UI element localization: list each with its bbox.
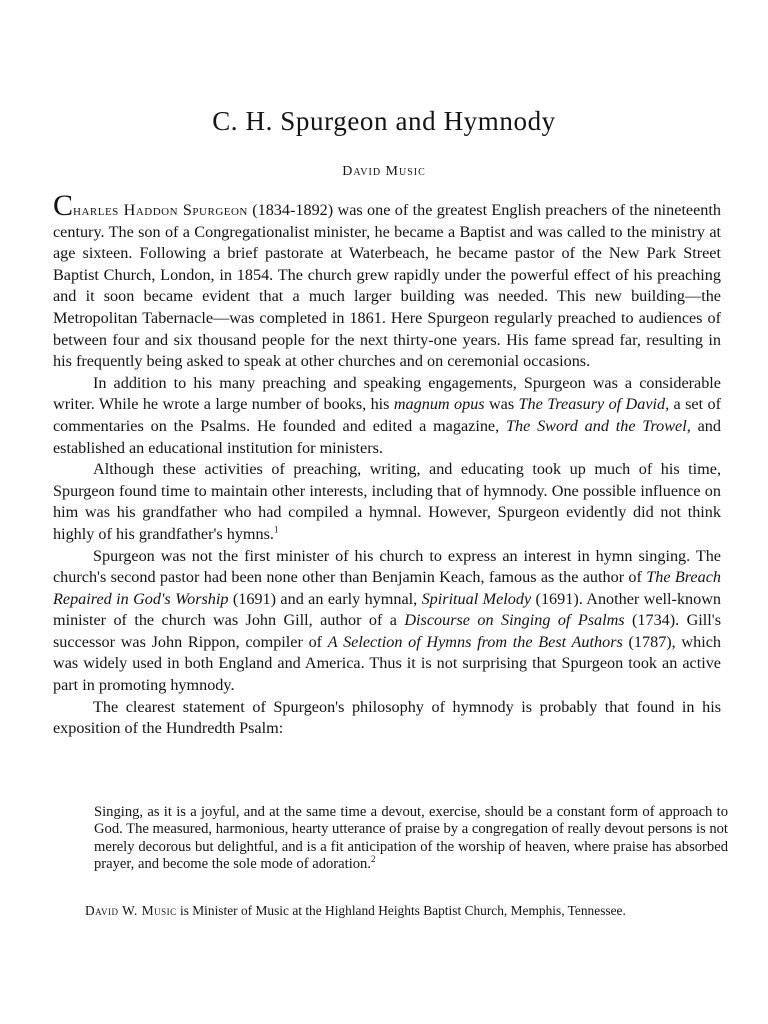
block-quotation: [94, 804, 728, 874]
paragraph-2-text-d: , and established an educational institution for ministers.: [53, 416, 721, 457]
paragraph-4-text-d: (1734). Gill's successor was John Rippon, compiler of: [53, 611, 721, 651]
book-title-spiritual-melody: Spiritual Melody: [421, 589, 532, 608]
drop-cap: C: [53, 189, 74, 222]
footnote-author-name: David W. Music: [85, 903, 177, 918]
paragraph-2-text-a: In addition to his many preaching and speaking engagements, Spurgeon was a considerable writer. While he wrote a large number of books, his: [53, 373, 721, 414]
article-author: David Music: [342, 164, 426, 179]
paragraph-4-text-e: (1787), which was widely used in both England and America. Thus it is not surprising that Spurgeon took an active part in promoting hymnody.: [53, 632, 721, 695]
footnote-marker-2: 2: [371, 854, 376, 865]
paragraph-3-text: Although these activities of preaching, writing, and educating took up much of his time, Spurgeon found time to maintain other interests, including that of hymnody. One possible influence on him was his grandfather who had compiled a hymnal. However, Spurgeon evidently did not think highly of his grandfather's hymns.: [53, 460, 721, 543]
book-title-selection-of-hymns: A Selection of Hymns from the Best Authors: [327, 632, 623, 651]
magazine-title-sword-and-trowel: The Sword and the Trowel: [505, 416, 687, 435]
paragraph-2-text-b: was: [484, 395, 519, 414]
paragraph-4: [53, 546, 721, 697]
book-title-breach-repaired: The Breach Repaired in God's Worship: [53, 568, 721, 608]
paragraph-5-text: The clearest statement of Spurgeon's philosophy of hymnody is probably that found in his exposition of the Hundredth Psalm:: [53, 697, 721, 738]
article-title: C. H. Spurgeon and Hymnody: [212, 106, 556, 136]
article-body: [53, 189, 722, 740]
paragraph-1-text: (1834-1892) was one of the greatest English preachers of the nineteenth century. The son of a Congregationalist minister, he became a Baptist and was called to the ministry at age sixteen. Following a brief pastorate at Waterbeach, he became pastor of the New Park Street Baptist Church, London, in 1854. The church grew rapidly under the powerful effect of his preaching and it soon became evident that a much larger building was needed. This new building—the Metropolitan Tabernacle—was completed in 1861. Here Spurgeon regularly preached to audiences of between four and six thousand people for the next thirty-one years. His fame spread far, resulting in his frequently being asked to speak at other churches and on ceremonial occasions.: [53, 201, 721, 371]
paragraph-4-text-c: (1691). Another well-known minister of the church was John Gill, author of a: [53, 589, 722, 630]
book-title-discourse-on-singing: Discourse on Singing of Psalms: [404, 611, 625, 630]
italic-magnum-opus: magnum opus: [393, 395, 485, 414]
paragraph-1: [53, 189, 721, 373]
footnote-marker-1: 1: [273, 524, 279, 535]
subject-name-smallcaps: harles Haddon Spurgeon: [73, 201, 248, 219]
paragraph-2: [53, 373, 721, 459]
paragraph-2-text-c: a set of commentaries on the Psalms. He founded and edited a magazine,: [53, 395, 721, 435]
paragraph-4-text-b: (1691) and an early hymnal,: [228, 589, 422, 608]
footnote-text: is Minister of Music at the Highland Heights Baptist Church, Memphis, Tennessee.: [176, 903, 626, 918]
book-title-treasury-of-david: The Treasury of David,: [518, 395, 670, 414]
paragraph-3: [53, 459, 721, 545]
paragraph-5: [53, 697, 721, 740]
paragraph-4-text-a: Spurgeon was not the first minister of his church to express an interest in hymn singing. The church's second pastor had been none other than Benjamin Keach, famous as the author of: [53, 546, 721, 587]
author-footnote: [53, 903, 721, 919]
block-quotation-text: Singing, as it is a joyful, and at the same time a devout, exercise, should be a constant form of approach to God. The measured, harmonious, hearty utterance of praise by a congregation of really devout persons is not merely decorous but delightful, and is a fit anticipation of the worship of heaven, where praise has absorbed prayer, and become the sole mode of adoration.: [94, 804, 728, 873]
